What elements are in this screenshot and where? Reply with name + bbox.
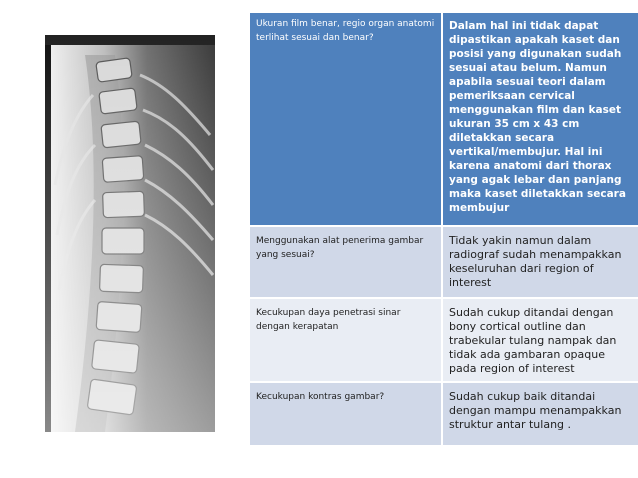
table-row [250, 299, 638, 383]
table-row [250, 383, 638, 447]
table-row [250, 227, 638, 299]
spine-radiograph [45, 35, 215, 432]
criterion-cell: Ukuran film benar, regio organ anatomi terlihat sesuai dan benar? [250, 13, 443, 225]
evaluation-table [250, 13, 638, 447]
assessment-cell: Sudah cukup baik ditandai dengan mampu menampakkan struktur antar tulang . [449, 390, 622, 431]
criterion-cell: Menggunakan alat penerima gambar yang sesuai? [250, 227, 443, 297]
assessment-cell: Sudah cukup ditandai dengan bony cortical outline dan trabekular tulang nampak dan tidak ada gambaran opaque pada region of interest [449, 306, 617, 375]
table-row [250, 13, 638, 227]
assessment-cell: Dalam hal ini tidak dapat dipastikan apakah kaset dan posisi yang digunakan sudah sesuai atau belum. Namun apabila sesuai teori dalam pemeriksaan cervical menggunakan film dan kaset ukuran 35 cm x 43 cm diletakkan secara vertikal/membujur. Hal ini karena anatomi dari thorax yang agak lebar dan panjang maka kaset diletakkan secara membujur [449, 20, 626, 214]
criterion-cell: Kecukupan daya penetrasi sinar dengan kerapatan [250, 299, 443, 381]
assessment-cell: Tidak yakin namun dalam radiograf sudah menampakkan keseluruhan dari region of interest [449, 234, 622, 289]
criterion-cell: Kecukupan kontras gambar? [250, 383, 443, 445]
xray-image [45, 35, 215, 432]
